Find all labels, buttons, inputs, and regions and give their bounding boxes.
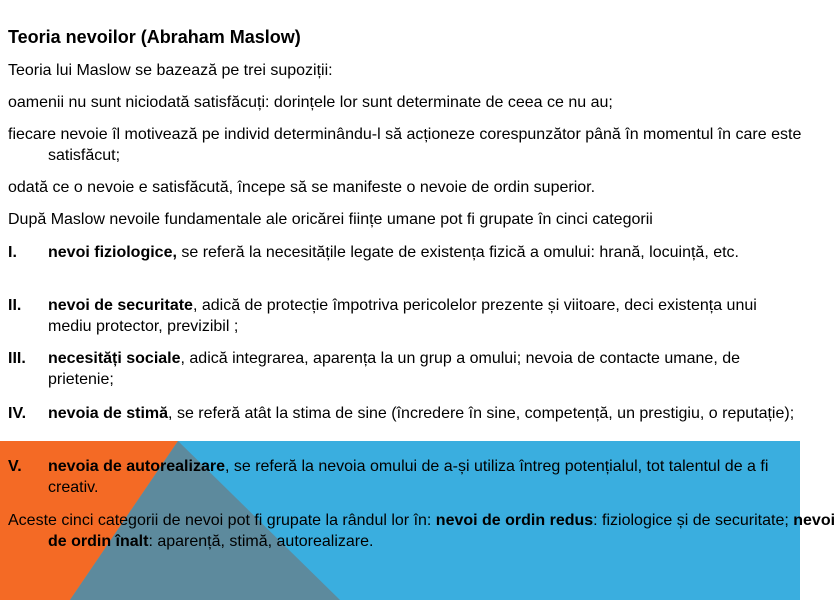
conclusion-text — [8, 510, 836, 552]
need-description: , se referă la nevoia omului de a-și utiliza întreg potențialul, tot talentul de a fi creativ. — [48, 458, 769, 496]
need-name: nevoi fiziologice, — [48, 244, 177, 261]
need-name: necesități sociale — [48, 350, 181, 367]
intro-text: Teoria lui Maslow se bazează pe trei supoziții: — [8, 62, 333, 79]
need-item-4 — [8, 403, 796, 424]
need-number: II. — [8, 297, 22, 314]
supposition-2: fiecare nevoie îl motivează pe individ determinându-l să acționeze corespunzător până în momentul în care este satisfăcut; — [8, 126, 802, 164]
need-item-5 — [8, 456, 796, 498]
need-description: , adică integrarea, aparența la un grup a omului; nevoia de contacte umane, de prietenie; — [48, 350, 740, 388]
need-name: nevoia de autorealizare — [48, 458, 225, 475]
need-number: I. — [8, 244, 17, 261]
need-description: , se referă atât la stima de sine (încredere în sine, competență, un prestigiu, o reputație); — [168, 405, 795, 422]
need-number: V. — [8, 458, 22, 475]
need-description: , adică de protecție împotriva pericolelor prezente și viitoare, deci existența unui mediu protector, previzibil ; — [48, 297, 757, 335]
need-number: III. — [8, 350, 26, 367]
supposition-1: oamenii nu sunt niciodată satisfăcuți: dorințele lor sunt determinate de ceea ce nu au; — [8, 94, 613, 111]
need-description: se referă la necesitățile legate de existența fizică a omului: hrană, locuință, etc. — [176, 244, 739, 261]
supposition-3: odată ce o nevoie e satisfăcută, începe să se manifeste o nevoie de ordin superior. — [8, 179, 596, 196]
conclusion-part: : fiziologice și de securitate; — [593, 512, 794, 529]
slide-title: Teoria nevoilor (Abraham Maslow) — [8, 27, 301, 47]
categories-intro: După Maslow nevoile fundamentale ale oricărei ființe umane pot fi grupate în cinci categorii — [8, 211, 653, 228]
need-item-2 — [8, 295, 796, 337]
high-order-needs: nevoi de ordin înalt — [48, 512, 836, 550]
need-item-3 — [8, 348, 796, 390]
need-name: nevoia de stimă — [48, 405, 169, 422]
need-name: nevoi de securitate — [48, 297, 193, 314]
low-order-needs: nevoi de ordin redus — [435, 512, 594, 529]
need-number: IV. — [8, 405, 27, 422]
conclusion-part: : aparență, stimă, autorealizare. — [148, 533, 374, 550]
need-item-1 — [8, 242, 796, 263]
conclusion-part: Aceste cinci categorii de nevoi pot fi grupate la rândul lor în: — [8, 512, 436, 529]
